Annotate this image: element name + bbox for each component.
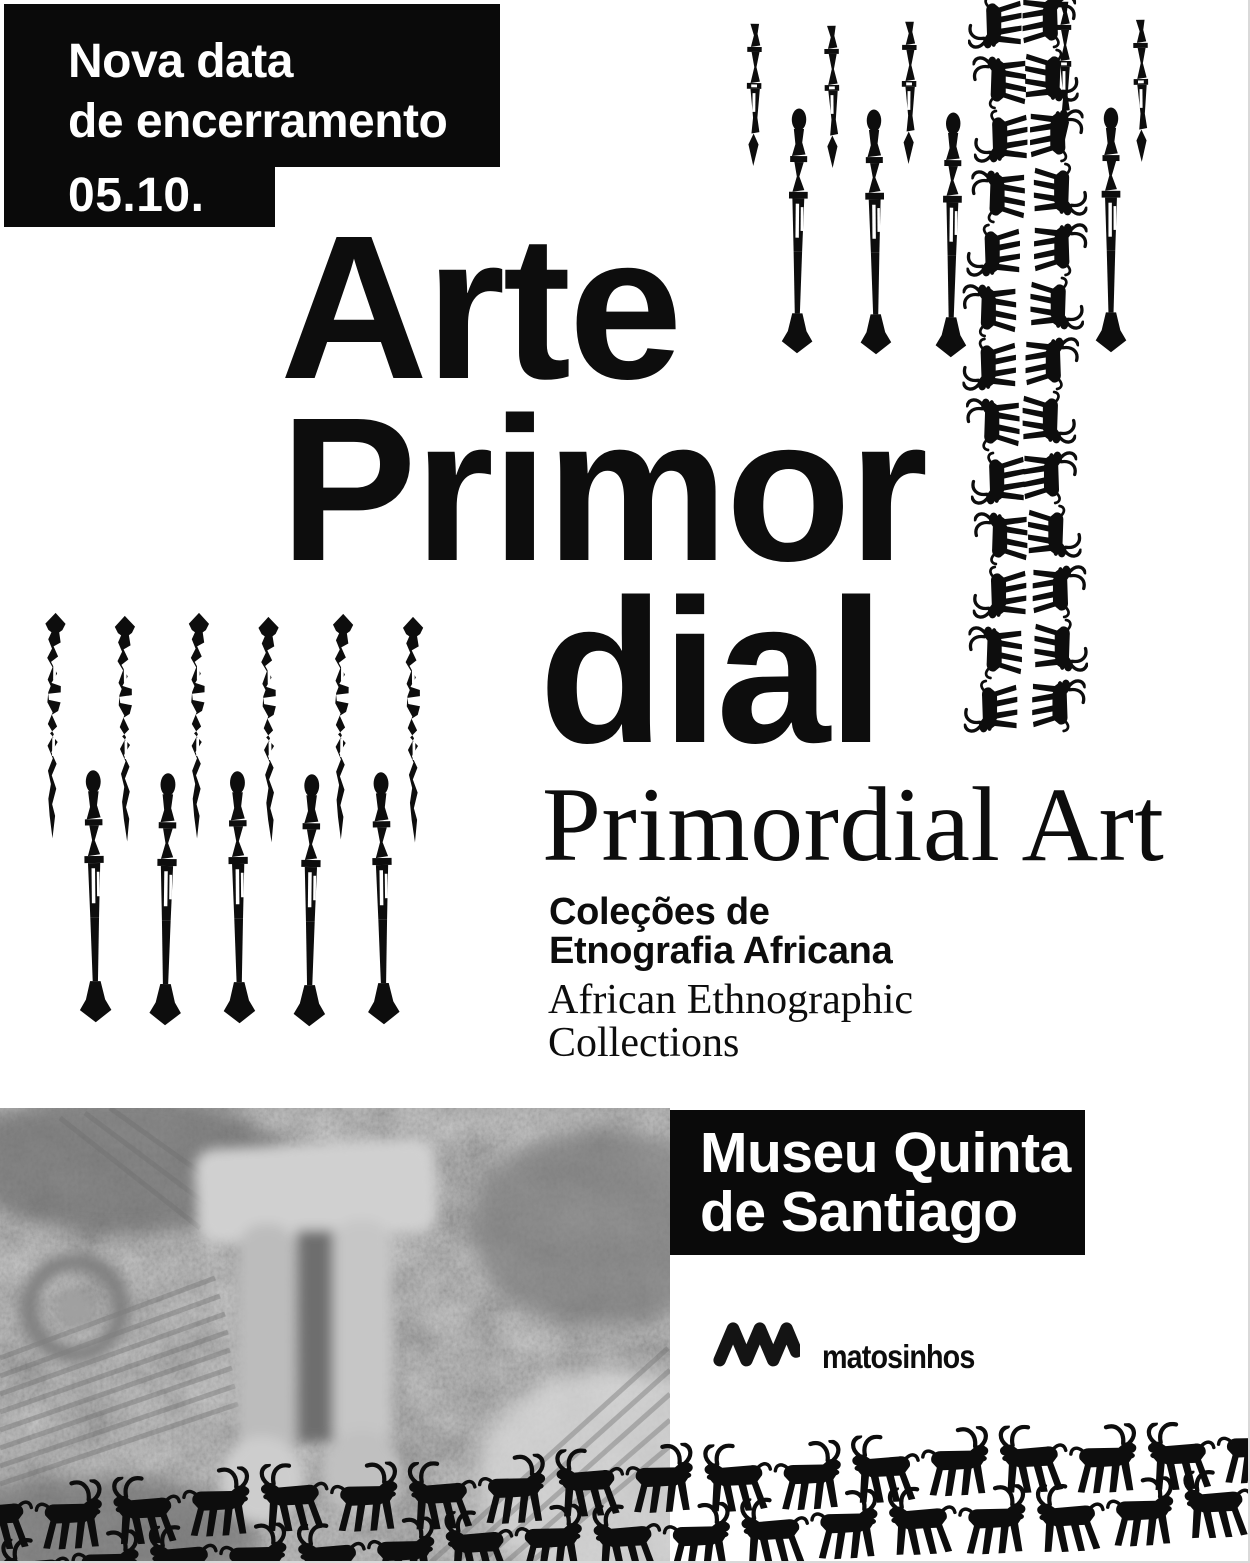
goat-icon: [807, 1488, 888, 1563]
goat-chain-cell: [1024, 106, 1084, 163]
goat-chain-cell: [966, 395, 1026, 452]
goat-icon: [1029, 1481, 1110, 1556]
collections-en-line2: Collections: [548, 1020, 740, 1066]
goat-icon: [1028, 104, 1084, 164]
poster-subtitle: Primordial Art: [542, 766, 1165, 883]
goat-icon: [955, 1483, 1036, 1558]
goat-icon: [1176, 1468, 1250, 1543]
goat-icon: [1020, 389, 1076, 449]
venue-name: [700, 1121, 1071, 1244]
staff-icon: [363, 772, 401, 1035]
collections-en: [548, 979, 913, 1065]
goat-icon: [437, 1508, 518, 1563]
goat-chain-cell: [966, 680, 1026, 737]
goat-chain-cell: [966, 281, 1026, 338]
goat-chain-column: [1024, 0, 1084, 733]
goat-chain-cell: [1024, 505, 1084, 562]
goat-icon: [974, 507, 1030, 567]
venue-line1: Museu Quinta: [700, 1121, 1071, 1185]
goat-chain-cell: [1024, 277, 1084, 334]
goat-icon: [971, 450, 1027, 510]
goat-chain-cell: [1024, 0, 1084, 49]
staff-icon: [1127, 0, 1155, 184]
goat-chain-cell: [966, 623, 1026, 680]
goat-chain-cell: [1024, 448, 1084, 505]
staff-icon: [818, 0, 846, 196]
goat-chain-cell: [1024, 562, 1084, 619]
goat-icon: [1030, 560, 1086, 620]
goat-icon: [964, 678, 1020, 738]
goat-icon: [880, 1484, 961, 1559]
goat-chain-cell: [966, 566, 1026, 623]
goat-icon: [1028, 275, 1084, 335]
goat-icon: [1023, 47, 1079, 107]
goat-icon: [1021, 446, 1077, 506]
staff-icon: [183, 610, 213, 846]
goat-icon: [585, 1502, 666, 1563]
goat-icon: [966, 393, 1022, 453]
title-line1: Arte: [280, 193, 681, 422]
goat-icon: [968, 0, 1024, 54]
goat-icon: [1032, 218, 1088, 278]
venue-box: [670, 1110, 1085, 1255]
goat-chain-cell: [966, 509, 1026, 566]
closing-notice-line2: de encerramento: [68, 95, 448, 148]
goat-icon: [0, 1536, 75, 1563]
title-line3: dial: [539, 557, 883, 786]
staff-icon: [292, 774, 330, 1037]
goat-chain-cell: [966, 110, 1026, 167]
goat-chain-cell: [966, 53, 1026, 110]
goat-icon: [68, 1528, 149, 1563]
collections-en-line1: African Ethnographic: [548, 977, 914, 1023]
staff-icon: [220, 771, 257, 1034]
staff-icon: [38, 610, 69, 846]
goat-icon: [1102, 1475, 1183, 1550]
goat-icon: [216, 1522, 297, 1563]
goat-icon: [1031, 161, 1087, 221]
closing-date-box: [4, 167, 275, 227]
staff-icon: [934, 111, 971, 369]
goat-chain-cell: [966, 338, 1026, 395]
goat-icon: [971, 165, 1027, 225]
goat-icon: [659, 1501, 740, 1563]
goat-icon: [733, 1495, 814, 1563]
closing-notice-text: [68, 32, 447, 152]
staff-icon: [76, 770, 114, 1033]
goat-chain-cell: [1024, 334, 1084, 391]
closing-date: 05.10.: [68, 169, 205, 222]
staff-icon: [147, 773, 185, 1036]
goat-icon: [363, 1516, 444, 1563]
goat-chain-cell: [966, 224, 1026, 281]
goat-chain-column: [966, 0, 1026, 737]
municipality-logo: [712, 1316, 997, 1373]
goat-chain-cell: [966, 0, 1026, 53]
goat-chain-cell: [1024, 676, 1084, 733]
goat-icon: [973, 564, 1029, 624]
goat-icon: [968, 621, 1024, 681]
goat-icon: [141, 1523, 222, 1563]
goat-chain-cell: [966, 452, 1026, 509]
goat-chain-cell: [1024, 49, 1084, 106]
goat-icon: [962, 336, 1018, 396]
goat-icon: [973, 51, 1029, 111]
goat-chain-cell: [966, 167, 1026, 224]
collections-pt-line1: Coleções de: [549, 891, 770, 933]
staff-icon: [1094, 104, 1128, 366]
goat-icon: [1023, 332, 1079, 392]
goat-icon: [974, 108, 1030, 168]
goat-icon: [1026, 503, 1082, 563]
venue-line2: de Santiago: [700, 1180, 1018, 1244]
matosinhos-m-icon: [712, 1316, 800, 1368]
goat-icon: [966, 222, 1022, 282]
staff-icon: [895, 0, 922, 188]
goat-icon: [1030, 674, 1086, 734]
title-line2: Primor: [280, 375, 926, 604]
goat-icon: [963, 279, 1019, 339]
goat-chain-cell: [1024, 391, 1084, 448]
goat-icon: [290, 1521, 371, 1563]
collections-pt-line2: Etnografia Africana: [549, 930, 893, 972]
staff-icon: [740, 0, 768, 192]
collections-pt: [549, 893, 892, 971]
goat-chain-cell: [1024, 220, 1084, 277]
goat-icon: [511, 1503, 592, 1563]
goat-chain-cell: [1024, 163, 1084, 220]
goat-chain-cell: [1024, 619, 1084, 676]
municipality-wordmark: matosinhos: [822, 1338, 975, 1375]
closing-notice-line1: Nova data: [68, 35, 293, 88]
staff-icon: [111, 613, 141, 849]
closing-notice-box: [4, 4, 500, 167]
goat-icon: [1032, 617, 1088, 677]
poster-title: [280, 193, 926, 786]
goat-icon: [1020, 0, 1076, 50]
staff-icon: [1051, 0, 1077, 148]
